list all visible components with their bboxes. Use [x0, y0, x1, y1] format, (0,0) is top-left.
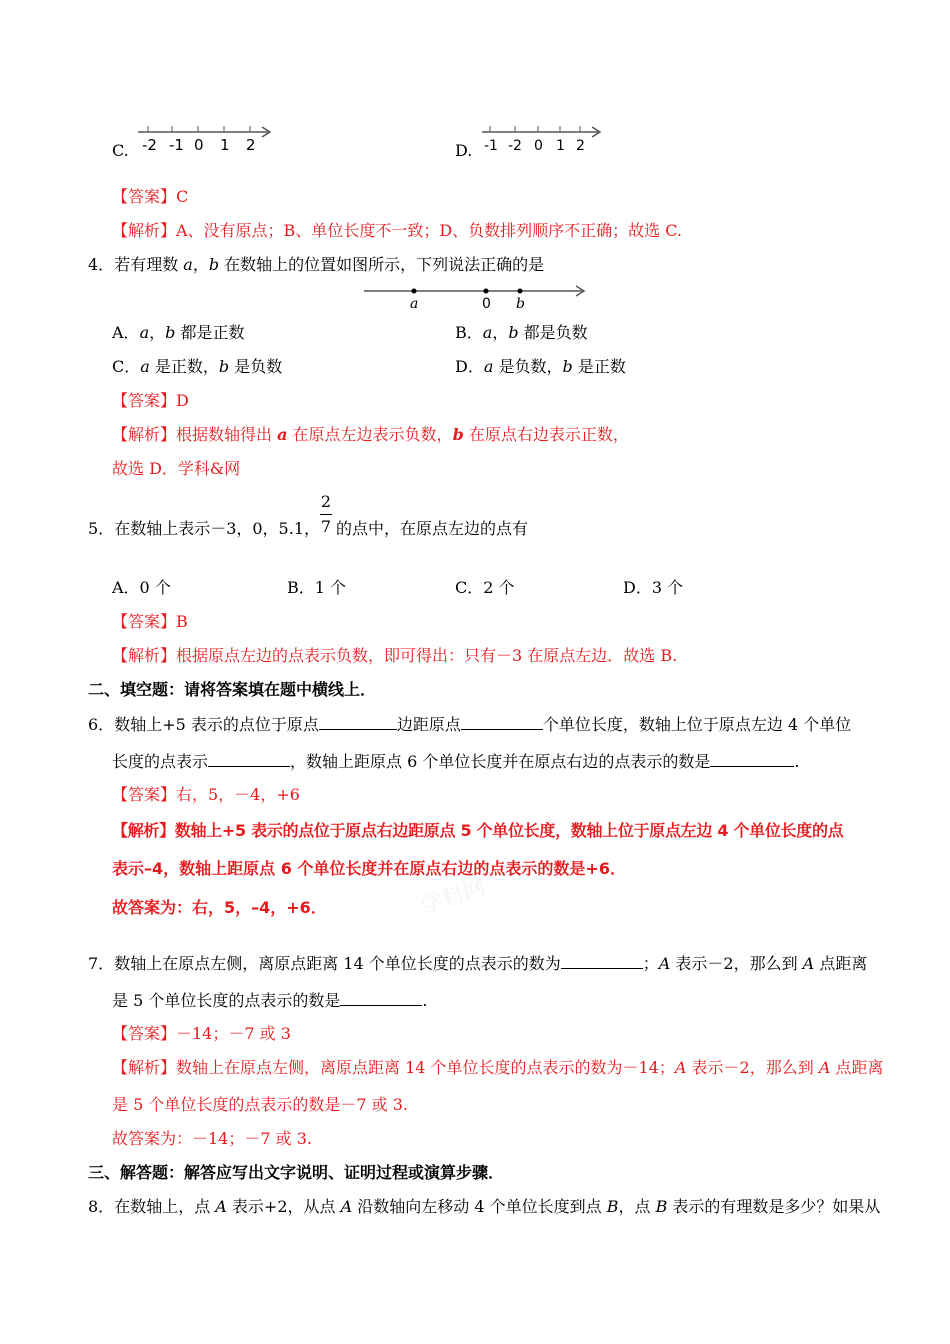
q3-analysis: 【解析】A、没有原点；B、单位长度不一致；D、负数排列顺序不正确；故选 C. [112, 221, 682, 240]
q5-stem: 5．在数轴上表示－3，0，5.1， [88, 519, 320, 538]
tick-label: 2 [576, 138, 585, 154]
q5-fraction [316, 492, 336, 537]
q7-analysis-line2: 是 5 个单位长度的点表示的数是－7 或 3. [112, 1095, 408, 1114]
q7-analysis-line3: 故答案为：－14；－7 或 3. [112, 1129, 312, 1148]
q6-analysis-line2: 表示–4，数轴上距原点 6 个单位长度并在原点右边的点表示的数是+6． [112, 859, 626, 878]
q7-stem-line1: 7．数轴上在原点左侧，离原点距离 14 个单位长度的点表示的数为 ；A 表示－2，那么到 A 点距离 [88, 954, 868, 973]
q5-option-d: D．3 个 [623, 578, 684, 597]
q4-stem: 4．若有理数 a，b 在数轴上的位置如图所示，下列说法正确的是 [88, 255, 545, 274]
q5-stem-post: 的点中，在原点左边的点有 [336, 519, 529, 538]
q3-answer: 【答案】C [112, 187, 189, 206]
tick-label: 0 [194, 136, 204, 154]
q3-option-c-numberline [136, 120, 276, 156]
tick-label: 1 [556, 138, 565, 154]
answer-blank [208, 750, 290, 767]
q5-answer: 【答案】B [112, 612, 188, 631]
section-heading-fill-in: 二、填空题：请将答案填在题中横线上． [88, 680, 377, 699]
fraction-denominator: 7 [320, 517, 332, 536]
question-number: 7． [88, 954, 115, 973]
q4-option-d: D．a 是负数，b 是正数 [455, 357, 626, 376]
q4-answer: 【答案】D [112, 391, 189, 410]
q4-analysis-line2: 故选 D．学科&网 [112, 459, 241, 478]
q6-analysis-line1: 【解析】数轴上+5 表示的点位于原点右边距原点 5 个单位长度，数轴上位于原点左边 4 个单位长度的点 [112, 821, 844, 840]
q3-option-d-numberline [480, 120, 605, 156]
watermark: 学科网 [418, 875, 489, 920]
q7-analysis-line1: 【解析】数轴上在原点左侧，离原点距离 14 个单位长度的点表示的数为－14；A 表示－2，那么到 A 点距离 [112, 1058, 884, 1077]
tick-label: -1 [484, 138, 498, 154]
tick-label: 2 [246, 136, 256, 154]
tick-label: 1 [220, 136, 230, 154]
q4-analysis: 【解析】根据数轴得出 a 在原点左边表示负数，b 在原点右边表示正数， [112, 425, 629, 444]
axis-label-zero: 0 [482, 296, 491, 312]
answer-blank [461, 713, 543, 730]
q6-stem-line1: 6．数轴上+5 表示的点位于原点 边距原点 个单位长度，数轴上位于原点左边 4 个单位 [88, 715, 852, 734]
answer-blank [710, 750, 794, 767]
q6-analysis-line3: 故答案为：右，5，–4，+6． [112, 898, 327, 917]
answer-blank [561, 952, 643, 969]
question-number: 8． [88, 1197, 115, 1216]
q4-option-a: A．a，b 都是正数 [112, 323, 245, 342]
q4-numberline [362, 282, 592, 312]
tick-label: 0 [534, 138, 543, 154]
q4-option-c: C．a 是正数，b 是负数 [112, 357, 283, 376]
answer-blank [319, 713, 397, 730]
q5-option-a: A．0 个 [112, 578, 171, 597]
q5-option-b: B．1 个 [287, 578, 347, 597]
axis-label-a: a [410, 296, 419, 312]
q3-option-c-label: C. [112, 141, 129, 160]
fraction-numerator: 2 [320, 492, 332, 511]
tick-label: -2 [508, 138, 522, 154]
q5-analysis: 【解析】根据原点左边的点表示负数，即可得出：只有－3 在原点左边．故选 B. [112, 646, 678, 665]
q3-option-d-label: D. [455, 141, 473, 160]
tick-label: -1 [169, 136, 184, 154]
q6-stem-line2: 长度的点表示 ，数轴上距原点 6 个单位长度并在原点右边的点表示的数是 . [112, 752, 800, 771]
q8-stem: 8．在数轴上，点 A 表示+2，从点 A 沿数轴向左移动 4 个单位长度到点 B，点 B 表示的有理数是多少？如果从 [88, 1197, 881, 1216]
question-number: 4． [88, 255, 115, 274]
answer-blank [340, 989, 422, 1006]
q7-stem-line2: 是 5 个单位长度的点表示的数是 . [112, 991, 428, 1010]
q4-option-b: B．a，b 都是负数 [455, 323, 588, 342]
tick-label: -2 [142, 136, 157, 154]
q6-answer: 【答案】右，5，－4，+6 [112, 785, 300, 804]
q7-answer: 【答案】－14；－7 或 3 [112, 1024, 291, 1043]
axis-label-b: b [516, 296, 525, 312]
section-heading-solve: 三、解答题：解答应写出文字说明、证明过程或演算步骤． [88, 1163, 505, 1182]
question-number: 5． [88, 519, 115, 538]
q5-option-c: C．2 个 [455, 578, 515, 597]
question-number: 6． [88, 715, 115, 734]
